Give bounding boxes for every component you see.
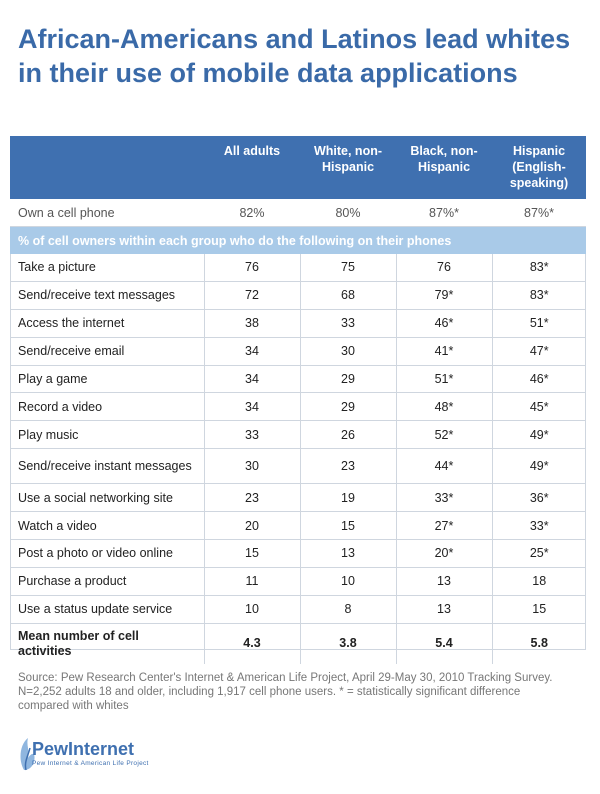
cell-value: 27* xyxy=(396,512,492,540)
cell-value: 34 xyxy=(204,337,300,365)
cell-value: 46* xyxy=(396,309,492,337)
cell-value: 41* xyxy=(396,337,492,365)
header-hispanic: Hispanic (English-speaking) xyxy=(492,136,586,199)
table-row xyxy=(10,595,586,623)
cell-value: 83* xyxy=(492,254,586,281)
cell-value: 26 xyxy=(300,421,396,449)
table-row xyxy=(10,421,586,449)
own-cell-label: Own a cell phone xyxy=(10,199,204,227)
mean-row xyxy=(10,623,586,664)
cell-value: 76 xyxy=(396,254,492,281)
row-label: Send/receive text messages xyxy=(10,281,204,309)
table-row xyxy=(10,449,586,484)
cell-value: 15 xyxy=(204,540,300,568)
header-white: White, non-Hispanic xyxy=(300,136,396,199)
mean-value: 3.8 xyxy=(300,623,396,664)
row-label: Play a game xyxy=(10,365,204,393)
row-label: Send/receive email xyxy=(10,337,204,365)
cell-value: 46* xyxy=(492,365,586,393)
cell-value: 10 xyxy=(204,595,300,623)
section-label: % of cell owners within each group who do the following on their phones xyxy=(10,227,586,255)
mean-value: 5.8 xyxy=(530,636,548,651)
cell-value: 33* xyxy=(396,484,492,512)
cell-value: 49* xyxy=(492,421,586,449)
row-label: Purchase a product xyxy=(10,567,204,595)
mean-value: 4.3 xyxy=(204,623,300,664)
own-cell-value: 80% xyxy=(300,199,396,227)
cell-value: 68 xyxy=(300,281,396,309)
cell-value: 45* xyxy=(492,393,586,421)
own-cell-value: 87%* xyxy=(492,199,586,227)
cell-value: 20 xyxy=(204,512,300,540)
header-black: Black, non-Hispanic xyxy=(396,136,492,199)
table-row xyxy=(10,512,586,540)
cell-value: 15 xyxy=(300,512,396,540)
cell-value: 11 xyxy=(204,567,300,595)
header-all-adults: All adults xyxy=(204,136,300,199)
cell-value: 76 xyxy=(204,254,300,281)
table-row xyxy=(10,484,586,512)
chart-title: African-Americans and Latinos lead whites in their use of mobile data applications xyxy=(18,24,571,88)
row-label: Send/receive instant messages xyxy=(10,449,204,484)
cell-value: 10 xyxy=(300,567,396,595)
section-band xyxy=(10,227,586,255)
row-label: Record a video xyxy=(10,393,204,421)
cell-value: 33 xyxy=(204,421,300,449)
cell-value: 30 xyxy=(204,449,300,484)
header-blank xyxy=(10,136,204,199)
cell-value: 51* xyxy=(396,365,492,393)
table-row xyxy=(10,281,586,309)
own-cell-value: 87%* xyxy=(396,199,492,227)
table-row xyxy=(10,254,586,281)
mean-value: 5.4 xyxy=(396,623,492,664)
logo-subtitle: Pew Internet & American Life Project xyxy=(32,760,149,767)
cell-value: 34 xyxy=(204,393,300,421)
cell-value: 19 xyxy=(300,484,396,512)
cell-value: 33* xyxy=(492,512,586,540)
cell-value: 13 xyxy=(300,540,396,568)
cell-value: 44* xyxy=(396,449,492,484)
cell-value: 79* xyxy=(396,281,492,309)
row-label: Use a social networking site xyxy=(10,484,204,512)
cell-value: 23 xyxy=(300,449,396,484)
cell-value: 49* xyxy=(492,449,586,484)
own-cell-row xyxy=(10,199,586,227)
row-label: Use a status update service xyxy=(10,595,204,623)
table-row xyxy=(10,540,586,568)
cell-value: 8 xyxy=(300,595,396,623)
table-row xyxy=(10,337,586,365)
cell-value: 20* xyxy=(396,540,492,568)
row-label: Take a picture xyxy=(10,254,204,281)
row-label: Watch a video xyxy=(10,512,204,540)
cell-value: 48* xyxy=(396,393,492,421)
table-row xyxy=(10,393,586,421)
cell-value: 75 xyxy=(300,254,396,281)
logo-wordmark: PewInternet xyxy=(32,739,135,759)
header-row xyxy=(10,136,586,199)
cell-value: 18 xyxy=(492,567,586,595)
row-label: Access the internet xyxy=(10,309,204,337)
cell-value: 13 xyxy=(396,567,492,595)
source-note: Source: Pew Research Center's Internet & American Life Project, April 29-May 30, 2010 Tracking Survey. N=2,252 adults 18 and older, including 1,917 cell phone users. * = statistically significant difference compared with whites xyxy=(18,672,553,712)
cell-value: 13 xyxy=(396,595,492,623)
cell-value: 36* xyxy=(492,484,586,512)
cell-value: 23 xyxy=(204,484,300,512)
cell-value: 29 xyxy=(300,365,396,393)
cell-value: 51* xyxy=(492,309,586,337)
cell-value: 33 xyxy=(300,309,396,337)
cell-value: 83* xyxy=(492,281,586,309)
cell-value: 29 xyxy=(300,393,396,421)
mean-label: Mean number of cell activities xyxy=(10,623,204,664)
data-table xyxy=(10,136,586,664)
table-row xyxy=(10,365,586,393)
table-row xyxy=(10,309,586,337)
cell-value: 15 xyxy=(492,595,586,623)
row-label: Post a photo or video online xyxy=(10,540,204,568)
cell-value: 47* xyxy=(492,337,586,365)
cell-value: 52* xyxy=(396,421,492,449)
cell-value: 25* xyxy=(492,540,586,568)
cell-value: 72 xyxy=(204,281,300,309)
cell-value: 30 xyxy=(300,337,396,365)
cell-value: 34 xyxy=(204,365,300,393)
table-row xyxy=(10,567,586,595)
cell-value: 38 xyxy=(204,309,300,337)
own-cell-value: 82% xyxy=(204,199,300,227)
row-label: Play music xyxy=(10,421,204,449)
